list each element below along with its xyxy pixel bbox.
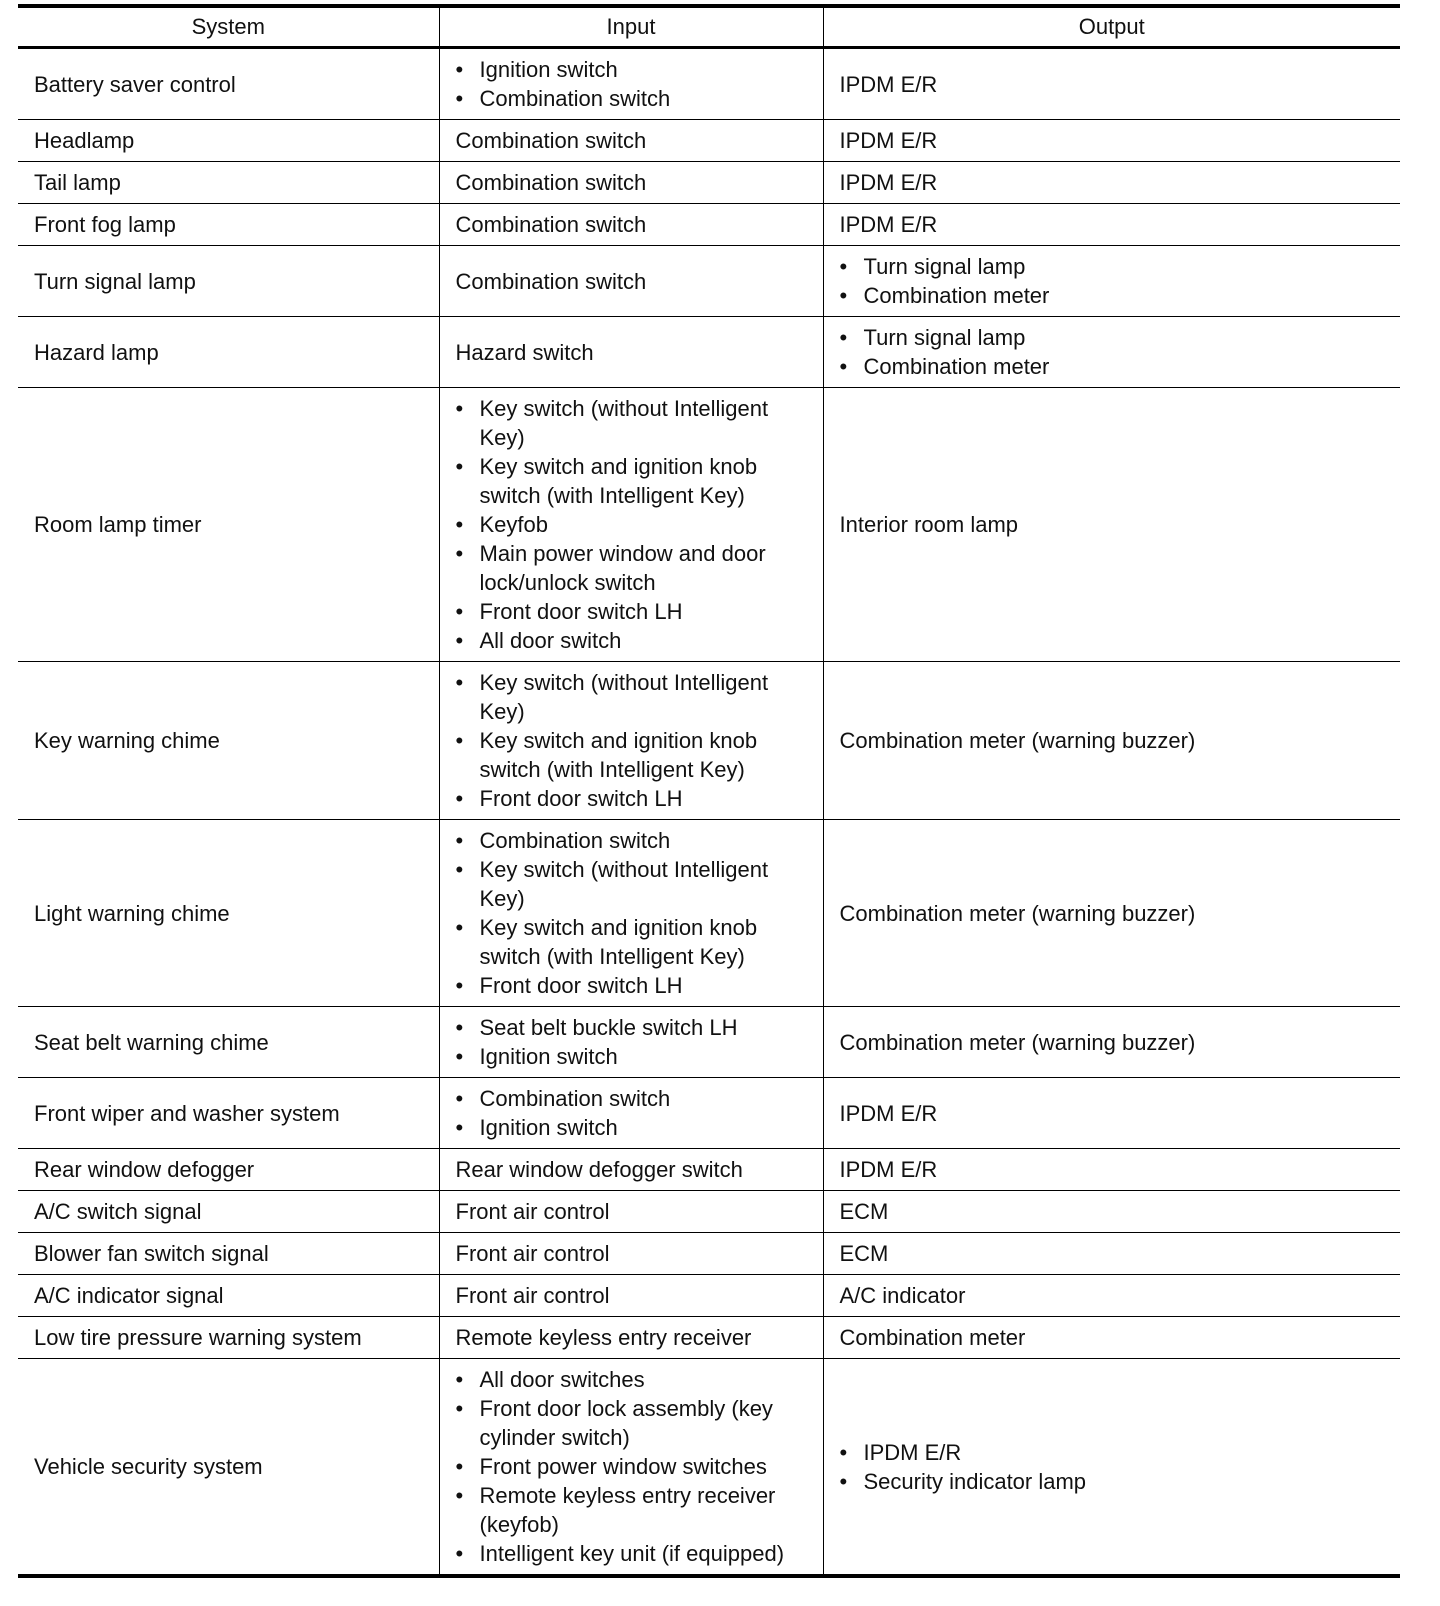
input-cell: Rear window defogger switch: [439, 1149, 823, 1191]
list-item: • Key switch and ignition knob switch (with Intelligent Key): [456, 726, 809, 784]
list-item: • Turn signal lamp: [840, 323, 1387, 352]
list-item: • Main power window and door lock/unlock switch: [456, 539, 809, 597]
header-input: Input: [439, 6, 823, 48]
header-system: System: [18, 6, 439, 48]
input-cell: Combination switch: [439, 246, 823, 317]
list-item: • Key switch (without Intelligent Key): [456, 668, 809, 726]
output-cell: [823, 246, 1400, 317]
output-cell: Combination meter: [823, 1317, 1400, 1359]
system-cell: Blower fan switch signal: [18, 1233, 439, 1275]
table-row: [18, 1007, 1400, 1078]
input-cell: Front air control: [439, 1233, 823, 1275]
table-row: [18, 246, 1400, 317]
output-list: [840, 252, 1387, 310]
list-item: • Security indicator lamp: [840, 1467, 1387, 1496]
output-list: [840, 323, 1387, 381]
list-item: • All door switches: [456, 1365, 809, 1394]
input-list: [456, 55, 809, 113]
system-cell: Front fog lamp: [18, 204, 439, 246]
input-list: [456, 1013, 809, 1071]
input-list: [456, 826, 809, 1000]
table-header: [18, 6, 1400, 48]
system-io-table: [18, 4, 1400, 1578]
system-cell: Light warning chime: [18, 820, 439, 1007]
system-cell: Turn signal lamp: [18, 246, 439, 317]
list-item: • IPDM E/R: [840, 1438, 1387, 1467]
input-cell: [439, 1007, 823, 1078]
input-cell: Front air control: [439, 1275, 823, 1317]
list-item: • Keyfob: [456, 510, 809, 539]
input-cell: Remote keyless entry receiver: [439, 1317, 823, 1359]
system-cell: Seat belt warning chime: [18, 1007, 439, 1078]
output-cell: IPDM E/R: [823, 204, 1400, 246]
list-item: • Combination meter: [840, 281, 1387, 310]
system-cell: Front wiper and washer system: [18, 1078, 439, 1149]
table-row: [18, 662, 1400, 820]
system-cell: Hazard lamp: [18, 317, 439, 388]
list-item: • Front door switch LH: [456, 597, 809, 626]
system-cell: Vehicle security system: [18, 1359, 439, 1577]
output-cell: IPDM E/R: [823, 120, 1400, 162]
system-io-table-container: [18, 4, 1400, 1578]
input-cell: Front air control: [439, 1191, 823, 1233]
system-cell: Headlamp: [18, 120, 439, 162]
table-row: [18, 1078, 1400, 1149]
output-cell: Combination meter (warning buzzer): [823, 1007, 1400, 1078]
input-cell: Combination switch: [439, 204, 823, 246]
output-cell: Interior room lamp: [823, 388, 1400, 662]
input-list: [456, 394, 809, 655]
input-cell: [439, 1359, 823, 1577]
output-cell: ECM: [823, 1191, 1400, 1233]
table-body: [18, 48, 1400, 1577]
output-cell: A/C indicator: [823, 1275, 1400, 1317]
list-item: • Ignition switch: [456, 55, 809, 84]
system-cell: Battery saver control: [18, 48, 439, 120]
output-cell: Combination meter (warning buzzer): [823, 820, 1400, 1007]
input-list: [456, 1084, 809, 1142]
table-row: [18, 1233, 1400, 1275]
table-row: [18, 204, 1400, 246]
header-row: [18, 6, 1400, 48]
output-cell: IPDM E/R: [823, 1149, 1400, 1191]
system-cell: Low tire pressure warning system: [18, 1317, 439, 1359]
table-row: [18, 48, 1400, 120]
list-item: • Front door switch LH: [456, 784, 809, 813]
input-cell: [439, 820, 823, 1007]
list-item: • Key switch and ignition knob switch (with Intelligent Key): [456, 913, 809, 971]
list-item: • Combination switch: [456, 84, 809, 113]
output-cell: [823, 317, 1400, 388]
list-item: • Combination meter: [840, 352, 1387, 381]
list-item: • Turn signal lamp: [840, 252, 1387, 281]
input-list: [456, 668, 809, 813]
table-row: [18, 1359, 1400, 1577]
input-cell: [439, 1078, 823, 1149]
list-item: • Front door switch LH: [456, 971, 809, 1000]
output-cell: ECM: [823, 1233, 1400, 1275]
table-row: [18, 1317, 1400, 1359]
output-cell: IPDM E/R: [823, 162, 1400, 204]
table-row: [18, 1275, 1400, 1317]
list-item: • Key switch and ignition knob switch (with Intelligent Key): [456, 452, 809, 510]
list-item: • Key switch (without Intelligent Key): [456, 855, 809, 913]
table-row: [18, 820, 1400, 1007]
list-item: • All door switch: [456, 626, 809, 655]
header-output: Output: [823, 6, 1400, 48]
list-item: • Combination switch: [456, 826, 809, 855]
table-row: [18, 1149, 1400, 1191]
system-cell: Tail lamp: [18, 162, 439, 204]
list-item: • Seat belt buckle switch LH: [456, 1013, 809, 1042]
table-row: [18, 388, 1400, 662]
list-item: • Combination switch: [456, 1084, 809, 1113]
list-item: • Remote keyless entry receiver (keyfob): [456, 1481, 809, 1539]
system-cell: A/C indicator signal: [18, 1275, 439, 1317]
input-cell: Combination switch: [439, 162, 823, 204]
input-cell: [439, 388, 823, 662]
system-cell: A/C switch signal: [18, 1191, 439, 1233]
output-cell: [823, 1359, 1400, 1577]
list-item: • Key switch (without Intelligent Key): [456, 394, 809, 452]
input-cell: Hazard switch: [439, 317, 823, 388]
list-item: • Front power window switches: [456, 1452, 809, 1481]
table-row: [18, 120, 1400, 162]
input-cell: [439, 48, 823, 120]
output-cell: IPDM E/R: [823, 1078, 1400, 1149]
list-item: • Front door lock assembly (key cylinder switch): [456, 1394, 809, 1452]
input-cell: [439, 662, 823, 820]
input-cell: Combination switch: [439, 120, 823, 162]
output-cell: Combination meter (warning buzzer): [823, 662, 1400, 820]
system-cell: Room lamp timer: [18, 388, 439, 662]
output-cell: IPDM E/R: [823, 48, 1400, 120]
system-cell: Key warning chime: [18, 662, 439, 820]
list-item: • Ignition switch: [456, 1042, 809, 1071]
table-row: [18, 1191, 1400, 1233]
list-item: • Ignition switch: [456, 1113, 809, 1142]
table-row: [18, 317, 1400, 388]
output-list: [840, 1438, 1387, 1496]
table-row: [18, 162, 1400, 204]
list-item: • Intelligent key unit (if equipped): [456, 1539, 809, 1568]
system-cell: Rear window defogger: [18, 1149, 439, 1191]
input-list: [456, 1365, 809, 1568]
